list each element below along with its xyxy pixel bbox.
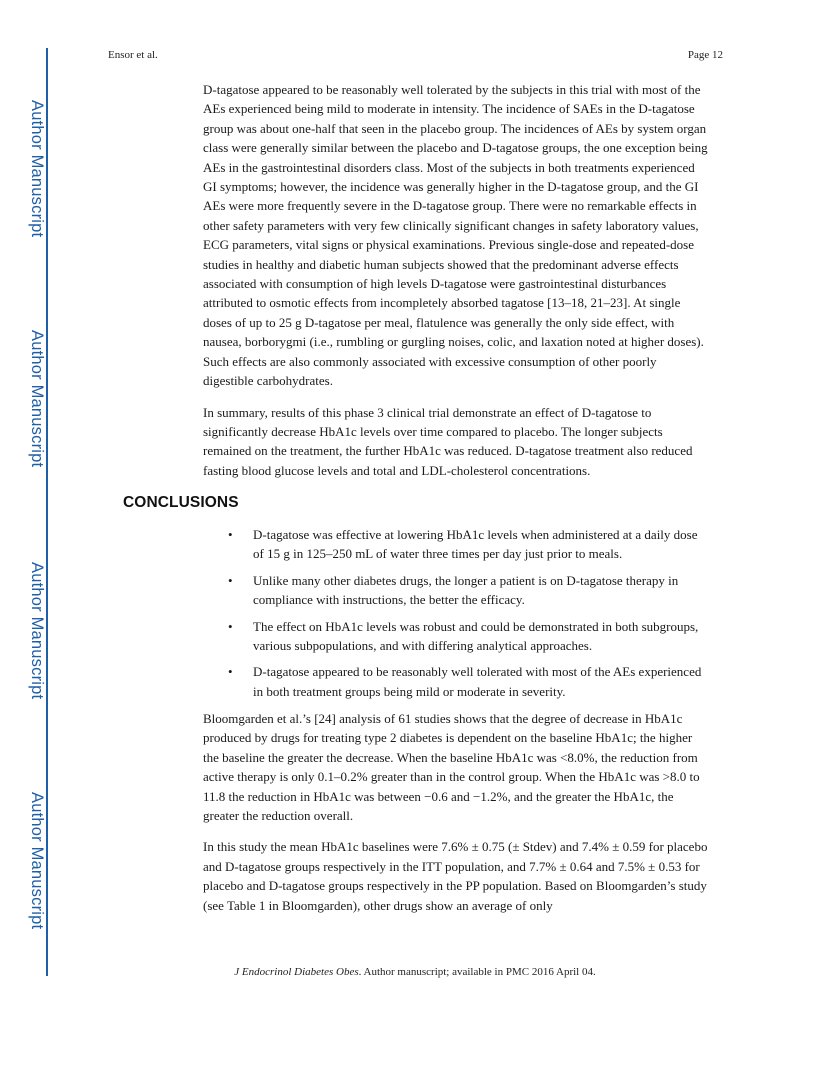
page-footer [0, 966, 830, 978]
list-item [228, 571, 708, 610]
conclusions-list [228, 525, 708, 708]
author-manuscript-label: Author Manuscript [28, 792, 46, 930]
paragraph: In this study the mean HbA1c baselines were 7.6% ± 0.75 (± Stdev) and 7.4% ± 0.59 for placebo and D-tagatose groups respectively in the ITT population, and 7.7% ± 0.64 and 7.5% ± 0.53 for placebo and D-tagatose groups respectively in the PP population. Based on Bloomgarden’s study (see Table 1 in Bloomgarden), other drugs show an average of only [203, 839, 708, 913]
journal-name: J Endocrinol Diabetes Obes [234, 966, 359, 978]
author-manuscript-label: Author Manuscript [28, 562, 46, 700]
sidebar-rule [46, 48, 48, 976]
list-item-text: Unlike many other diabetes drugs, the longer a patient is on D-tagatose therapy in compliance with instructions, the better the efficacy. [253, 572, 679, 608]
running-header-authors: Ensor et al. [108, 49, 158, 61]
conclusions-text [203, 709, 708, 915]
list-item-text: D-tagatose was effective at lowering HbA1c levels when administered at a daily dose of 15 g in 125–250 mL of water three times per day just prior to meals. [253, 527, 698, 562]
footer-citation: . Author manuscript; available in PMC 2016 April 04. [358, 966, 596, 978]
body-text [203, 80, 708, 480]
bullet-icon: • [228, 664, 233, 680]
bullet-icon: • [228, 572, 233, 588]
list-item-text: D-tagatose appeared to be reasonably well tolerated with most of the AEs experienced in both treatment groups being mild or moderate in severity. [253, 664, 702, 699]
list-item [228, 525, 708, 564]
page-number: Page 12 [687, 49, 723, 61]
bullet-icon: • [228, 527, 233, 542]
bullet-icon: • [228, 618, 233, 634]
list-item [228, 662, 708, 701]
paragraph: Bloomgarden et al.’s [24] analysis of 61 studies shows that the degree of decrease in HbA1c produced by drugs for treating type 2 diabetes is dependent on the baseline HbA1c; the higher the baseline the greater the decrease. When the baseline HbA1c was <8.0%, the reduction from active therapy is only 0.1–0.2% greater than in the control group. When the HbA1c was >8.0 to 11.8 the reduction in HbA1c was between −0.6 and −1.2%, and the greater the HbA1c, the greater the reduction overall. [203, 711, 700, 824]
paragraph: In summary, results of this phase 3 clinical trial demonstrate an effect of D-tagatose to significantly decrease HbA1c levels over time compared to placebo. The longer subjects remained on the treatment, the further HbA1c was reduced. D-tagatose treatment also reduced fasting blood glucose levels and total and LDL-cholesterol concentrations. [203, 404, 693, 478]
author-manuscript-label: Author Manuscript [28, 330, 46, 468]
list-item-text: The effect on HbA1c levels was robust and could be demonstrated in both subgroups, various subpopulations, and with differing analytical approaches. [253, 618, 699, 654]
author-manuscript-label: Author Manuscript [28, 100, 46, 238]
section-heading-conclusions: CONCLUSIONS [123, 494, 239, 511]
list-item [228, 617, 708, 656]
paragraph: D-tagatose appeared to be reasonably well tolerated by the subjects in this trial with most of the AEs experienced being mild to moderate in intensity. The incidence of SAEs in the D-tagatose group was about one-half that seen in the placebo group. The incidences of AEs by system organ class were generally similar between the placebo and D-tagatose groups, the one exception being AEs in the gastrointestinal disorders class. Most of the subjects in both treatments experienced GI symptoms; however, the incidence was generally higher in the D-tagatose group, and the GI AEs were more frequently severe in the D-tagatose group. There were no remarkable effects in other safety parameters with very few clinically significant changes in safety laboratory values, ECG parameters, vital signs or physical examinations. Previous single-dose and repeated-dose studies in healthy and diabetic human subjects showed that the predominant adverse effects associated with consumption of high levels D-tagatose were gastrointestinal disturbances attributed to osmotic effects from incompletely absorbed tagatose [13–18, 21–23]. At single doses of up to 25 g D-tagatose per meal, flatulence was generally the only side effect, with nausea, borborygmi (i.e., rumbling or gurgling noises, colic, and laxation noted at higher doses). Such effects are also commonly associated with excessive consumption of other poorly digestible carbohydrates. [203, 82, 708, 389]
